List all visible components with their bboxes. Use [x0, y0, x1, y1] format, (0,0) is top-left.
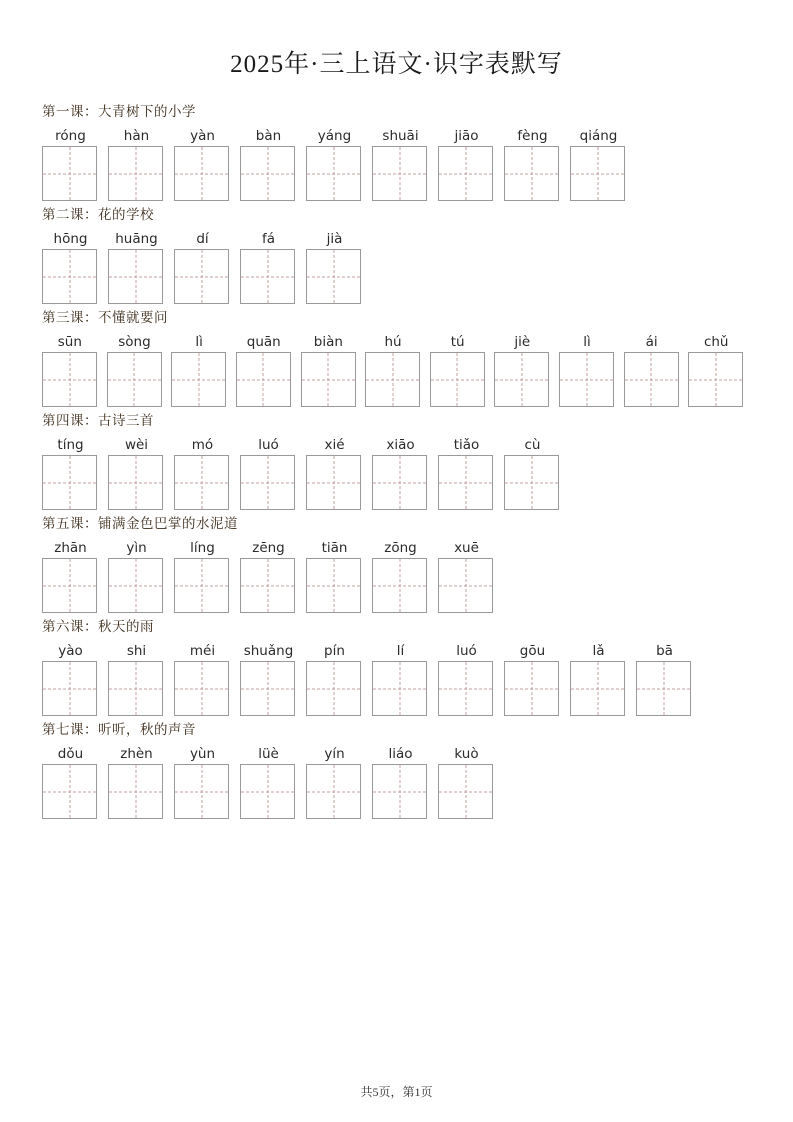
pinyin-cell-group [108, 744, 165, 819]
tianzige-writing-box[interactable] [236, 352, 291, 407]
tianzige-writing-box[interactable] [438, 455, 493, 510]
pinyin-label: qiáng [579, 128, 618, 144]
pinyin-label: mó [191, 437, 214, 453]
tianzige-writing-box[interactable] [108, 249, 163, 304]
pinyin-cell-group [240, 229, 297, 304]
pinyin-cell-group [236, 332, 292, 407]
pinyin-label: hú [384, 334, 402, 350]
character-row [42, 641, 753, 716]
pinyin-cell-group [108, 126, 165, 201]
tianzige-writing-box[interactable] [438, 661, 493, 716]
pinyin-label: huāng [115, 231, 158, 247]
tianzige-writing-box[interactable] [240, 558, 295, 613]
pinyin-label: lì [195, 334, 203, 350]
pinyin-label: yào [58, 643, 83, 659]
pinyin-cell-group [240, 744, 297, 819]
tianzige-writing-box[interactable] [688, 352, 743, 407]
pinyin-label: liáo [388, 746, 413, 762]
pinyin-label: bā [656, 643, 673, 659]
pinyin-cell-group [372, 744, 429, 819]
pinyin-cell-group [240, 641, 297, 716]
tianzige-writing-box[interactable] [372, 764, 427, 819]
pinyin-label: bàn [255, 128, 282, 144]
tianzige-writing-box[interactable] [438, 558, 493, 613]
tianzige-writing-box[interactable] [372, 558, 427, 613]
tianzige-writing-box[interactable] [174, 455, 229, 510]
tianzige-writing-box[interactable] [42, 146, 97, 201]
lesson-section [40, 512, 753, 613]
lesson-title: 第四课：古诗三首 [42, 413, 154, 428]
pinyin-cell-group [438, 126, 495, 201]
tianzige-writing-box[interactable] [174, 146, 229, 201]
pinyin-label: yàn [190, 128, 215, 144]
pinyin-cell-group [306, 435, 363, 510]
pinyin-label: dǒu [57, 746, 84, 762]
pinyin-label: ái [645, 334, 658, 350]
pinyin-cell-group [372, 126, 429, 201]
pinyin-label: hàn [123, 128, 150, 144]
pinyin-label: tiān [321, 540, 348, 556]
pinyin-cell-group [306, 538, 363, 613]
pinyin-label: shi [126, 643, 147, 659]
pinyin-label: tú [450, 334, 465, 350]
lesson-title: 第六课：秋天的雨 [42, 619, 154, 634]
pinyin-label: shuāi [382, 128, 419, 144]
tianzige-writing-box[interactable] [42, 249, 97, 304]
tianzige-writing-box[interactable] [240, 661, 295, 716]
tianzige-writing-box[interactable] [306, 764, 361, 819]
tianzige-writing-box[interactable] [42, 764, 97, 819]
tianzige-writing-box[interactable] [306, 146, 361, 201]
pinyin-cell-group [174, 641, 231, 716]
pinyin-cell-group [42, 229, 99, 304]
pinyin-cell-group [438, 435, 495, 510]
pinyin-cell-group [306, 229, 363, 304]
pinyin-label: tiǎo [453, 437, 480, 453]
lesson-title: 第一课：大青树下的小学 [42, 104, 196, 119]
pinyin-label: sūn [57, 334, 82, 350]
pinyin-label: cù [524, 437, 541, 453]
pinyin-label: yùn [189, 746, 216, 762]
pinyin-label: kuò [454, 746, 479, 762]
pinyin-cell-group [306, 641, 363, 716]
lesson-section [40, 306, 753, 407]
pinyin-cell-group [430, 332, 486, 407]
pinyin-cell-group [42, 126, 99, 201]
pinyin-cell-group [42, 538, 99, 613]
tianzige-writing-box[interactable] [430, 352, 485, 407]
pinyin-label: zēng [252, 540, 285, 556]
pinyin-label: luó [456, 643, 477, 659]
pinyin-cell-group [570, 641, 627, 716]
tianzige-writing-box[interactable] [624, 352, 679, 407]
tianzige-writing-box[interactable] [504, 661, 559, 716]
pinyin-label: pín [324, 643, 345, 659]
pinyin-cell-group [42, 641, 99, 716]
pinyin-cell-group [301, 332, 357, 407]
pinyin-label: gōu [519, 643, 546, 659]
pinyin-cell-group [372, 435, 429, 510]
pinyin-cell-group [504, 126, 561, 201]
tianzige-writing-box[interactable] [174, 558, 229, 613]
page-title: 2025年·三上语文·识字表默写 [230, 51, 563, 78]
pinyin-label: zōng [384, 540, 417, 556]
tianzige-writing-box[interactable] [372, 455, 427, 510]
tianzige-writing-box[interactable] [42, 455, 97, 510]
pinyin-cell-group [174, 744, 231, 819]
pinyin-label: shuǎng [243, 643, 294, 659]
tianzige-writing-box[interactable] [240, 455, 295, 510]
character-row [42, 126, 753, 201]
tianzige-writing-box[interactable] [240, 146, 295, 201]
tianzige-writing-box[interactable] [174, 661, 229, 716]
pinyin-label: fá [261, 231, 276, 247]
pinyin-cell-group [108, 435, 165, 510]
tianzige-writing-box[interactable] [240, 249, 295, 304]
character-row [42, 229, 753, 304]
lesson-section [40, 203, 753, 304]
pinyin-cell-group [240, 538, 297, 613]
tianzige-writing-box[interactable] [570, 146, 625, 201]
pinyin-label: quān [246, 334, 281, 350]
pinyin-label: lüè [258, 746, 279, 762]
lesson-title: 第二课：花的学校 [42, 207, 154, 222]
tianzige-writing-box[interactable] [301, 352, 356, 407]
pinyin-label: jiāo [454, 128, 479, 144]
tianzige-writing-box[interactable] [108, 558, 163, 613]
tianzige-writing-box[interactable] [107, 352, 162, 407]
lesson-title: 第七课：听听，秋的声音 [42, 722, 196, 737]
pinyin-cell-group [559, 332, 615, 407]
pinyin-cell-group [372, 538, 429, 613]
tianzige-writing-box[interactable] [306, 558, 361, 613]
pinyin-label: lí [396, 643, 405, 659]
pinyin-cell-group [240, 435, 297, 510]
tianzige-writing-box[interactable] [108, 764, 163, 819]
pinyin-cell-group [372, 641, 429, 716]
pinyin-label: yín [324, 746, 345, 762]
tianzige-writing-box[interactable] [306, 249, 361, 304]
pinyin-cell-group [504, 435, 561, 510]
pinyin-cell-group [306, 744, 363, 819]
pinyin-label: zhān [54, 540, 87, 556]
pinyin-label: luó [258, 437, 279, 453]
lesson-section [40, 100, 753, 201]
tianzige-writing-box[interactable] [174, 764, 229, 819]
pinyin-label: jiè [514, 334, 531, 350]
tianzige-writing-box[interactable] [171, 352, 226, 407]
tianzige-writing-box[interactable] [570, 661, 625, 716]
pinyin-cell-group [174, 538, 231, 613]
tianzige-writing-box[interactable] [42, 558, 97, 613]
pinyin-cell-group [365, 332, 421, 407]
tianzige-writing-box[interactable] [108, 455, 163, 510]
pinyin-label: yáng [317, 128, 352, 144]
tianzige-writing-box[interactable] [108, 146, 163, 201]
lesson-section [40, 409, 753, 510]
pinyin-label: chǔ [703, 334, 729, 350]
pinyin-label: lì [583, 334, 591, 350]
tianzige-writing-box[interactable] [240, 764, 295, 819]
pinyin-cell-group [108, 641, 165, 716]
pinyin-cell-group [504, 641, 561, 716]
pinyin-cell-group [174, 229, 231, 304]
character-row [42, 435, 753, 510]
lesson-title: 第三课：不懂就要问 [42, 310, 168, 325]
pinyin-label: tíng [57, 437, 84, 453]
pinyin-label: zhèn [120, 746, 153, 762]
pinyin-label: fèng [517, 128, 548, 144]
pinyin-cell-group [108, 538, 165, 613]
pinyin-cell-group [624, 332, 680, 407]
pinyin-cell-group [107, 332, 163, 407]
pinyin-label: dí [196, 231, 209, 247]
pinyin-label: lǎ [592, 643, 605, 659]
tianzige-writing-box[interactable] [494, 352, 549, 407]
pinyin-label: xiāo [386, 437, 415, 453]
pinyin-cell-group [438, 641, 495, 716]
character-row [42, 332, 753, 407]
pinyin-label: méi [189, 643, 216, 659]
pinyin-label: róng [55, 128, 86, 144]
tianzige-writing-box[interactable] [504, 146, 559, 201]
pinyin-cell-group [108, 229, 165, 304]
page-footer: 共5页，第1页 [360, 1085, 433, 1099]
tianzige-writing-box[interactable] [504, 455, 559, 510]
pinyin-cell-group [171, 332, 227, 407]
pinyin-label: hōng [53, 231, 88, 247]
tianzige-writing-box[interactable] [174, 249, 229, 304]
pinyin-cell-group [494, 332, 550, 407]
pinyin-cell-group [570, 126, 627, 201]
pinyin-label: jià [326, 231, 343, 247]
pinyin-label: wèi [124, 437, 149, 453]
pinyin-label: líng [190, 540, 215, 556]
tianzige-writing-box[interactable] [438, 146, 493, 201]
lesson-section [40, 718, 753, 819]
pinyin-label: xié [324, 437, 345, 453]
tianzige-writing-box[interactable] [372, 146, 427, 201]
pinyin-cell-group [438, 538, 495, 613]
pinyin-label: xuē [454, 540, 479, 556]
tianzige-writing-box[interactable] [559, 352, 614, 407]
tianzige-writing-box[interactable] [108, 661, 163, 716]
lessons-container [40, 100, 753, 819]
tianzige-writing-box[interactable] [306, 661, 361, 716]
tianzige-writing-box[interactable] [636, 661, 691, 716]
tianzige-writing-box[interactable] [365, 352, 420, 407]
pinyin-label: sòng [118, 334, 151, 350]
pinyin-cell-group [688, 332, 744, 407]
pinyin-cell-group [174, 435, 231, 510]
pinyin-cell-group [240, 126, 297, 201]
pinyin-cell-group [42, 435, 99, 510]
tianzige-writing-box[interactable] [306, 455, 361, 510]
lesson-title: 第五课：铺满金色巴掌的水泥道 [42, 516, 238, 531]
pinyin-label: yìn [126, 540, 147, 556]
lesson-section [40, 615, 753, 716]
pinyin-cell-group [42, 744, 99, 819]
pinyin-cell-group [636, 641, 693, 716]
pinyin-cell-group [438, 744, 495, 819]
tianzige-writing-box[interactable] [372, 661, 427, 716]
tianzige-writing-box[interactable] [438, 764, 493, 819]
character-row [42, 744, 753, 819]
tianzige-writing-box[interactable] [42, 352, 97, 407]
pinyin-cell-group [174, 126, 231, 201]
character-row [42, 538, 753, 613]
pinyin-cell-group [306, 126, 363, 201]
tianzige-writing-box[interactable] [42, 661, 97, 716]
pinyin-cell-group [42, 332, 98, 407]
pinyin-label: biàn [313, 334, 343, 350]
